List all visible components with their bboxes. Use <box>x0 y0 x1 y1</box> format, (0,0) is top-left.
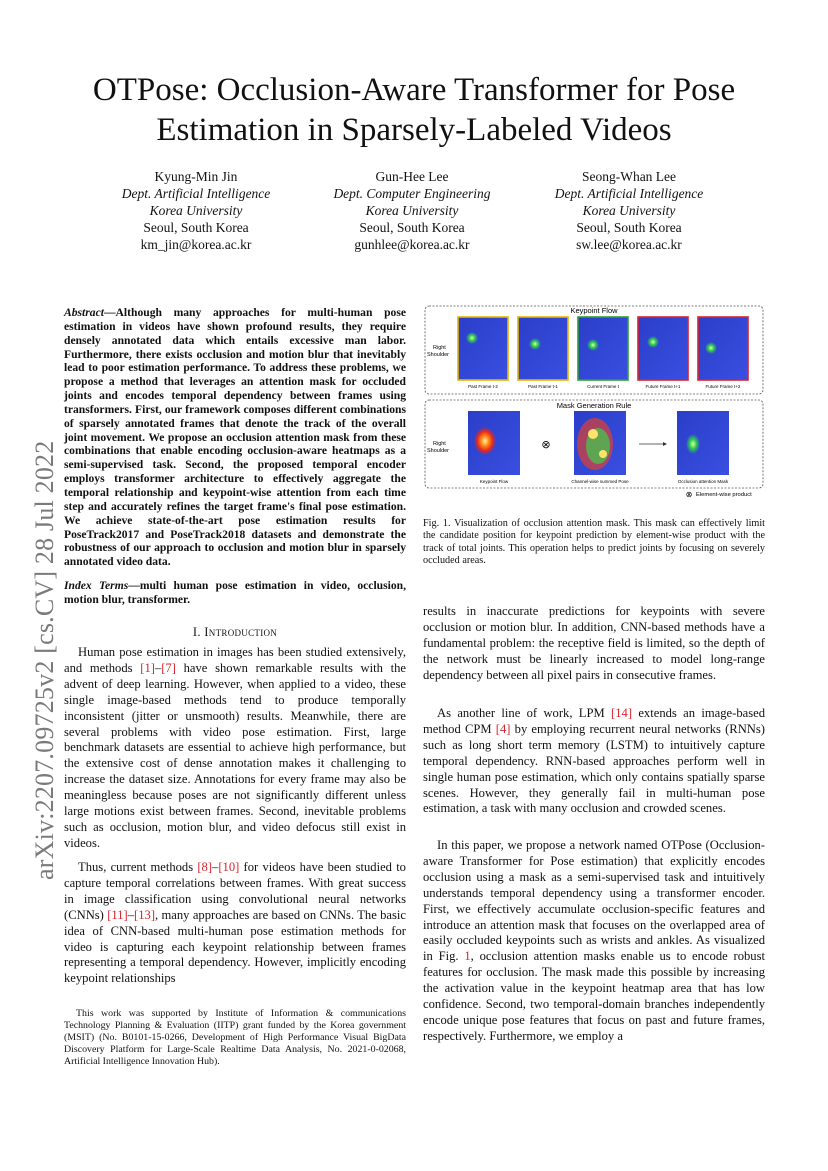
mask-label: Occlusion attention Mask <box>677 479 729 484</box>
row-label: Right <box>433 441 446 447</box>
author-block-3 <box>514 168 744 253</box>
footnote: This work was supported by Institute of Information & communications Technology Planning & Evaluation (IITP) grant funded by the Korea government (MSIT) (No. B0101-15-0266, Development of High Performance Visual BigData Discovery Platform for Large-Scale Realtime Data Analysis, No. 2021-0-02068, Artificial Intelligence Innovation Hub). <box>64 1008 406 1067</box>
element-wise-product-icon: ⊗ <box>685 490 693 499</box>
author-block-2 <box>297 168 527 253</box>
keypoint-flow-heatmap <box>468 411 520 484</box>
citation-link[interactable]: [8] <box>197 860 213 874</box>
legend-label: Element-wise product <box>696 492 752 498</box>
author-location: Seoul, South Korea <box>143 220 249 235</box>
arrow-icon <box>639 442 667 446</box>
author-dept: Dept. Artificial Intelligence <box>554 186 704 201</box>
frame-past-t-1 <box>518 317 568 389</box>
author-university: Korea University <box>365 203 459 218</box>
keypoint-flow-title: Keypoint Flow <box>570 306 618 315</box>
frame-past-t-2 <box>458 317 508 389</box>
author-name: Gun-Hee Lee <box>375 169 449 184</box>
frame-label: Future Frame t+2 <box>705 384 741 389</box>
occlusion-attention-mask <box>677 411 729 484</box>
frame-future-t+2 <box>698 317 748 389</box>
author-email: gunhlee@korea.ac.kr <box>354 237 470 252</box>
intro-paragraph-1: Human pose estimation in images has been studied extensively, and methods [1]–[7] have shown remarkable results with the advent of deep learning. However, when applied to a video, these single image-based methods tend to produce temporally inconsistent (jitter or unsmooth) results. Meanwhile, there are several problems with video pose estimation. First, large benchmark datasets are essential to achieve high performance, but the extensive cost of dense annotation makes it challenging to increase the dataset size. Annotations for every frame may also be meaningless because poses are not significantly different unless large motions exist between frames. Second, inevitable problems such as occlusion, motion blur, and video defocus still exist in videos. <box>64 645 406 850</box>
row-label: Shoulder <box>427 352 450 358</box>
frame-future-t+1 <box>638 317 688 389</box>
citation-link[interactable]: [11] <box>107 907 128 922</box>
author-university: Korea University <box>582 203 676 218</box>
channel-wise-summed-pose <box>571 411 629 484</box>
right-paragraph-3: In this paper, we propose a network named OTPose (Occlusion-aware Transformer for Pose estimation) that explicitly encodes occlusion using a mask as a semi-supervised task and intuitively understands temporal dependency using a transformer encoder. First, we effectively accumulate occlusion-specific features and introduce an attention mask that focuses on the overlapped area of easily occluded keypoints such as wrists and ankles. As visualized in Fig. 1, occlusion attention masks enable us to encode robust features for occlusion. The mask made this possible by increasing the activation value in the keypoint heatmap area that has low confidence. Second, two temporal-domain branches independently encode unique pose features that focus on past and future frames, respectively. Furthermore, we employ a <box>423 838 765 1043</box>
author-email: km_jin@korea.ac.kr <box>140 237 252 252</box>
paper-title: OTPose: Occlusion-Aware Transformer for Pose Estimation in Sparsely-Labeled Videos <box>92 72 736 148</box>
right-paragraph-2: As another line of work, LPM [14] extends an image-based method CPM [4] by employing recurrent neural networks (RNNs) such as long short term memory (LSTM) to intuitively capture temporal dependency. RNN-based approaches perform well in single human pose estimation, which only contains spatially sparse scenes. However, they generally fail in multi-human pose estimation, a task with many occlusion and crowded scenes. <box>423 706 765 816</box>
citation-link[interactable]: [14] <box>611 706 633 720</box>
author-university: Korea University <box>149 203 243 218</box>
element-wise-product-icon: ⊗ <box>541 438 551 451</box>
author-dept: Dept. Artificial Intelligence <box>121 186 271 201</box>
right-paragraph-1: results in inaccurate predictions for keypoints with severe occlusion or motion blur. In addition, CNN-based methods have a fundamental problem: the receptive field is limited, so the depth of the network must be linearly increased to model long-range dependency between all pixel pairs in consecutive frames. <box>423 604 765 682</box>
frame-label: Future Frame t+1 <box>645 384 681 389</box>
figure-link[interactable]: 1 <box>464 949 471 964</box>
citation-link[interactable]: [13] <box>134 907 156 922</box>
arxiv-identifier: arXiv:2207.09725v2 [cs.CV] 28 Jul 2022 <box>30 440 59 880</box>
author-block-1 <box>81 168 311 253</box>
author-name: Seong-Whan Lee <box>581 169 677 184</box>
abstract <box>64 306 406 569</box>
mask-label: Keypoint Flow <box>479 479 509 484</box>
index-terms <box>64 579 406 607</box>
section-heading: I. Introduction <box>192 625 278 639</box>
citation-link[interactable]: [7] <box>161 660 176 675</box>
figure-caption: Fig. 1. Visualization of occlusion attention mask. This mask can effectively limit the candidate position for keypoint prediction by element-wise product with the track of total joints. This operation helps to predict joints by focusing on severely occluded areas. <box>423 518 765 567</box>
figure-1 <box>423 304 765 502</box>
index-terms-text: —multi human pose estimation in video, occlusion, motion blur, transformer. <box>64 579 406 606</box>
frame-label: Current Frame t <box>587 384 619 389</box>
frame-label: Past Frame t-1 <box>528 384 558 389</box>
index-terms-label: Index Terms <box>64 579 129 592</box>
abstract-text: —Although many approaches for multi-human pose estimation in videos have shown profound results, they require densely annotated data which entails excessive man labor. Furthermore, there exists occlusion and motion blur that inevitably lead to poor estimation performance. To address these problems, we propose a method that leverages an attention mask for occluded joints and encodes temporal dependency between frames using transformers. First, our framework composes different combinations of sparsely annotated frames that denote the track of the overall joint movement. We propose an occlusion attention mask from these combinations that enable encoding occlusion-aware heatmaps as a semi-supervised task. Second, the proposed temporal encoder employs transformer architecture to effectively aggregate the temporal relationship and keypoint-wise attention from each time step and accurately refines the target frame's final pose estimation. We achieve state-of-the-art pose estimation results for PoseTrack2017 and PoseTrack2018 datasets and demonstrate the robustness of our approach to occlusion and motion blur in sparsely annotated video data. <box>64 306 406 569</box>
author-email: sw.lee@korea.ac.kr <box>576 237 682 252</box>
frame-current-t <box>578 317 628 389</box>
row-label: Shoulder <box>427 448 450 454</box>
author-location: Seoul, South Korea <box>576 220 682 235</box>
mask-generation-title: Mask Generation Rule <box>556 401 632 410</box>
author-location: Seoul, South Korea <box>359 220 465 235</box>
mask-label: Channel-wise summed Pose <box>571 479 629 484</box>
frame-label: Past Frame t-2 <box>468 384 498 389</box>
citation-link[interactable]: [4] <box>495 721 511 736</box>
citation-link[interactable]: [1] <box>140 660 155 675</box>
abstract-label: Abstract <box>64 306 104 319</box>
row-label: Right <box>433 345 446 351</box>
citation-link[interactable]: [10] <box>218 860 240 874</box>
author-name: Kyung-Min Jin <box>154 169 238 184</box>
intro-paragraph-2: Thus, current methods [8]–[10] for videos have been studied to capture temporal correlations between frames. With great success in image classification using convolutional neural networks (CNNs) [11]–[13], many approaches are based on CNNs. The basic idea of CNN-based multi-human pose estimation methods for video is capturing each keypoint relationship between frames representing a temporal dependency. However, implicitly encoding keypoint relationships <box>64 860 406 986</box>
author-dept: Dept. Computer Engineering <box>333 186 491 201</box>
figure-legend <box>686 490 752 499</box>
